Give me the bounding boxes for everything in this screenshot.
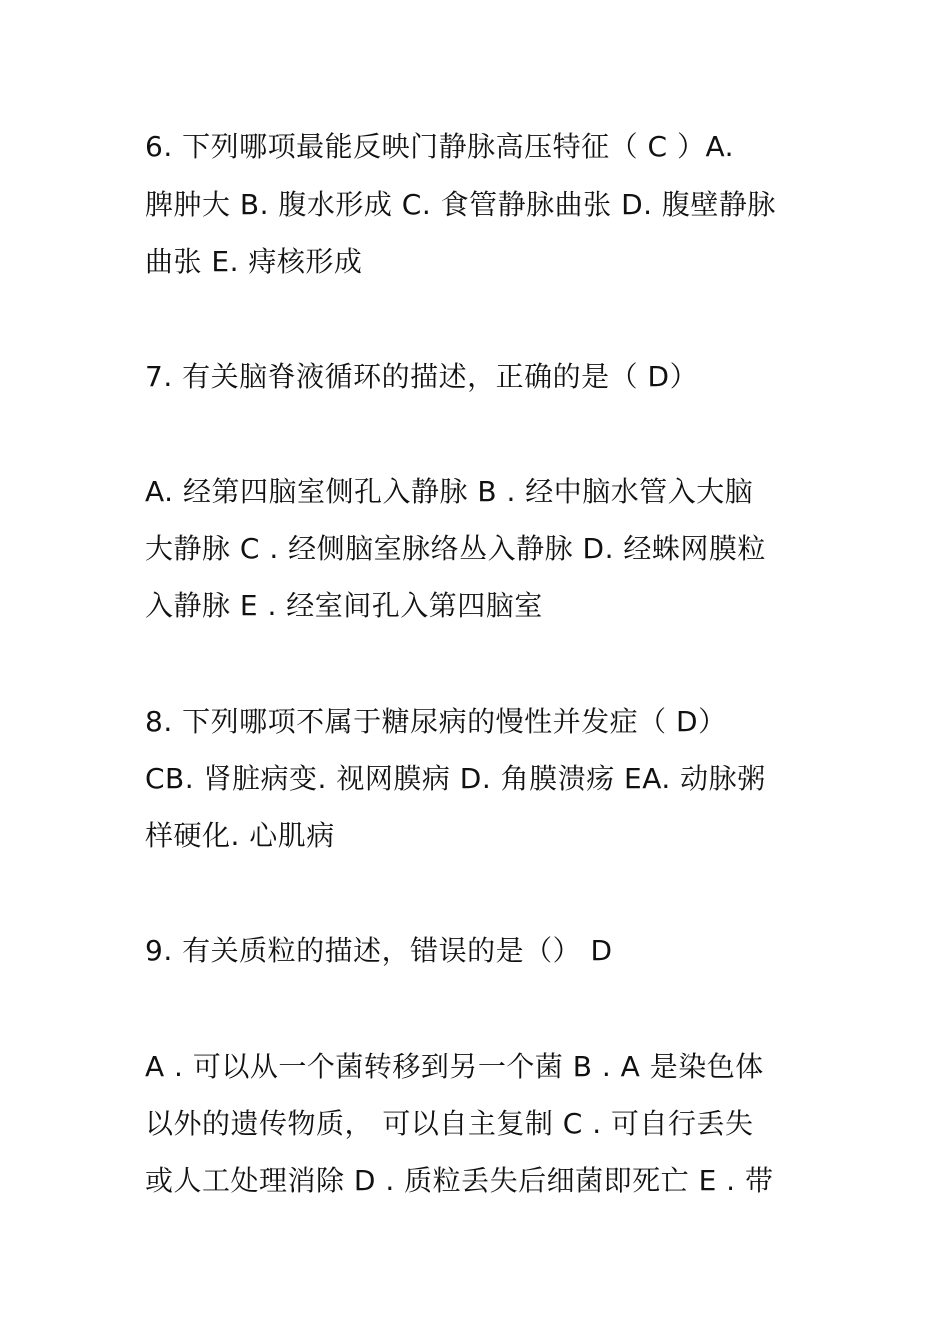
q8-line-2: CB. 肾脏病变. 视网膜病 D. 角膜溃疡 EA. 动脉粥 bbox=[145, 762, 766, 795]
q9-options-line-3: 或人工处理消除 D . 质粒丢失后细菌即死亡 E . 带 bbox=[145, 1164, 774, 1197]
q9-options-line-1: A . 可以从一个菌转移到另一个菌 B . A 是染色体 bbox=[145, 1050, 764, 1083]
q7-options-line-3: 入静脉 E . 经室间孔入第四脑室 bbox=[145, 589, 543, 622]
q7-options-line-2: 大静脉 C . 经侧脑室脉络丛入静脉 D. 经蛛网膜粒 bbox=[145, 532, 766, 565]
q6-line-1: 6. 下列哪项最能反映门静脉高压特征（ C ）A. bbox=[145, 130, 735, 163]
q7-options-line-1: A. 经第四脑室侧孔入静脉 B . 经中脑水管入大脑 bbox=[145, 475, 754, 508]
q9-options-line-2: 以外的遗传物质， 可以自主复制 C . 可自行丢失 bbox=[145, 1107, 754, 1140]
q9-line-1: 9. 有关质粒的描述，错误的是（） D bbox=[145, 934, 613, 967]
q6-line-3: 曲张 E. 痔核形成 bbox=[145, 245, 363, 278]
q6-line-2: 脾肿大 B. 腹水形成 C. 食管静脉曲张 D. 腹壁静脉 bbox=[145, 188, 776, 221]
q8-line-3: 样硬化. 心肌病 bbox=[145, 819, 335, 852]
q8-line-1: 8. 下列哪项不属于糖尿病的慢性并发症（ D） bbox=[145, 705, 727, 738]
q7-line-1: 7. 有关脑脊液循环的描述，正确的是（ D） bbox=[145, 360, 699, 393]
